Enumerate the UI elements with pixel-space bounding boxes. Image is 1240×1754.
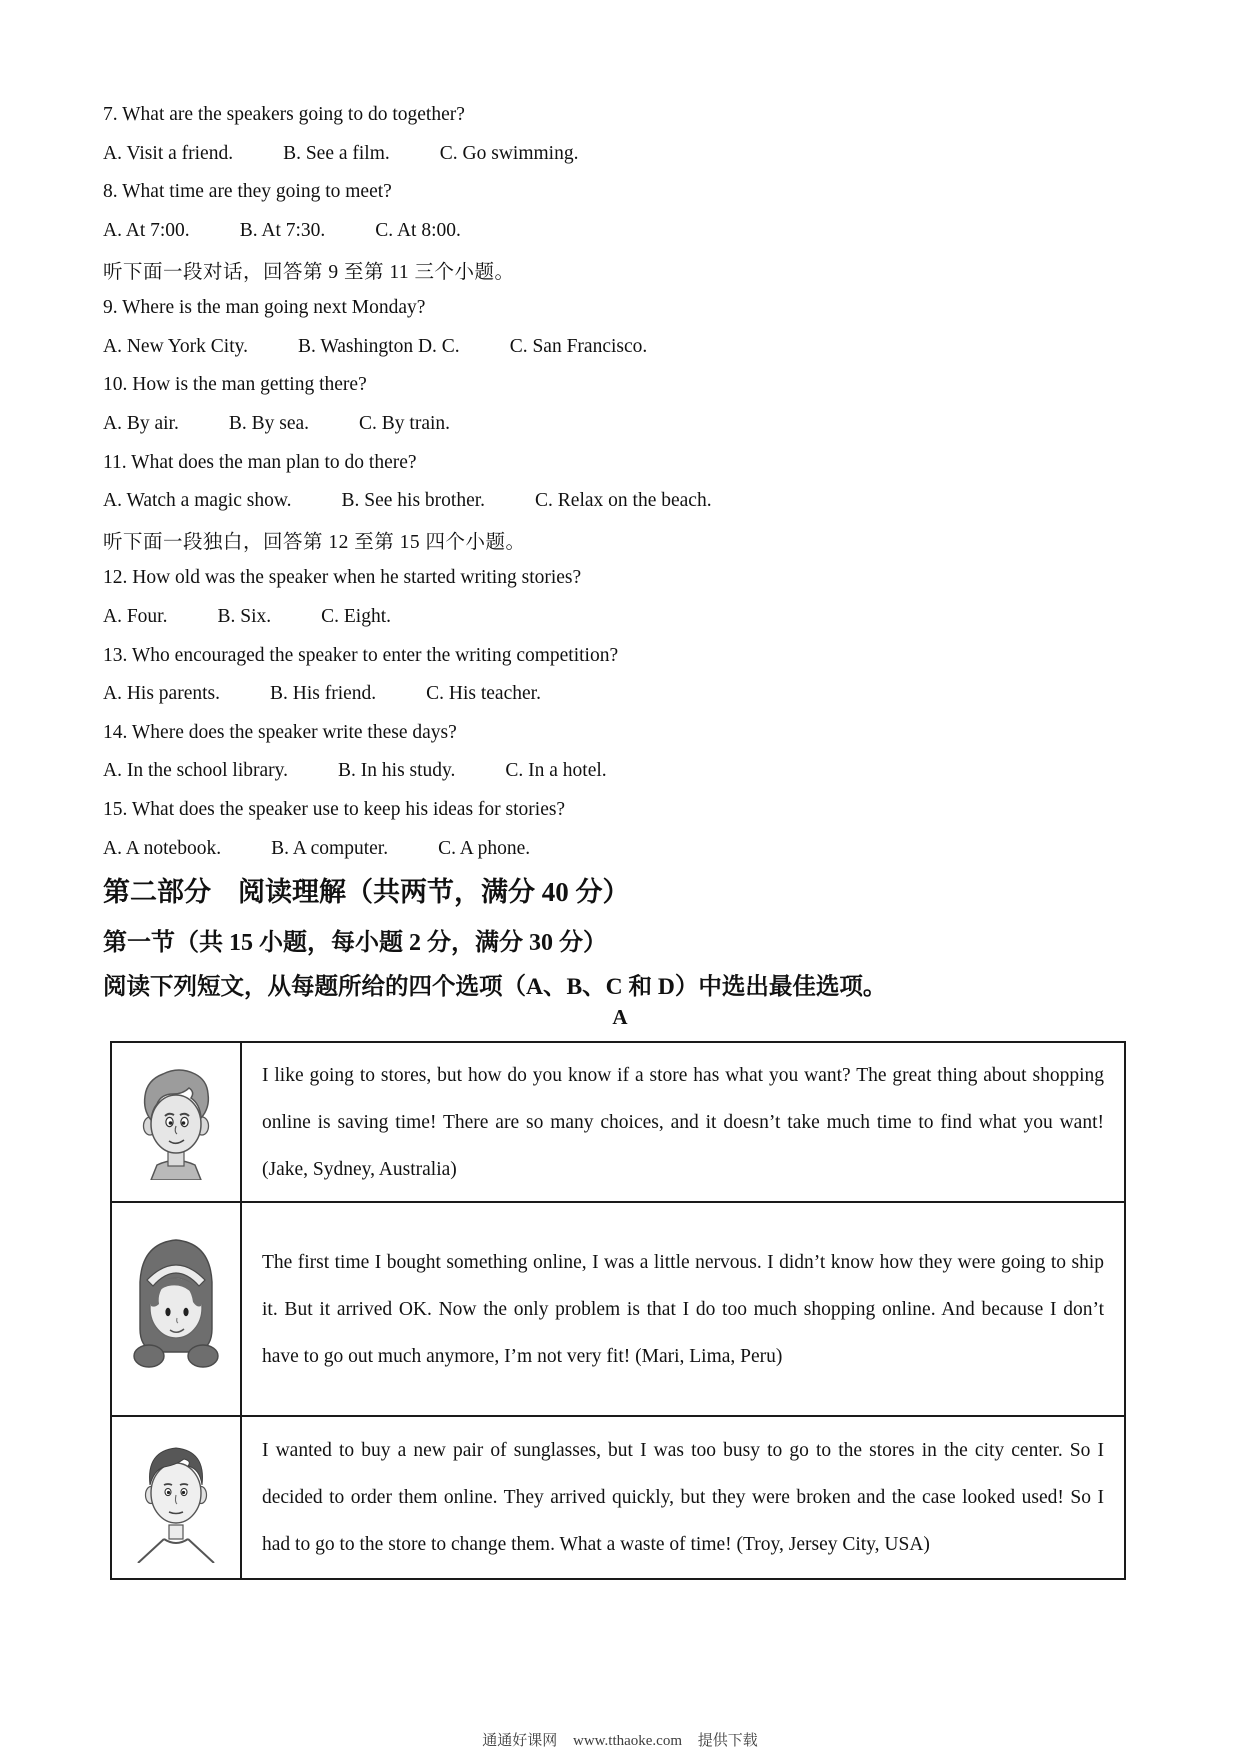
table-row <box>111 1042 1125 1202</box>
instruction-monologue-12-15 <box>103 521 1163 560</box>
avatar-cell-mari <box>111 1202 241 1416</box>
option-b: B. See his brother. <box>341 490 486 512</box>
question-text: 12. How old was the speaker when he started writing stories? <box>103 567 582 589</box>
reading-directions: 阅读下列短文，从每题所给的四个选项（A、B、C 和 D）中选出最佳选项。 <box>103 974 887 1000</box>
options-9 <box>103 328 1163 367</box>
question-13 <box>103 636 1163 675</box>
section1-header: 第一节（共 15 小题，每小题 2 分，满分 30 分） <box>103 930 607 956</box>
passage-table <box>110 1041 1126 1580</box>
option-a: A. His parents. <box>103 683 220 705</box>
option-a: A. Visit a friend. <box>103 142 234 164</box>
option-c: C. At 8:00. <box>375 220 461 242</box>
option-c: C. Go swimming. <box>439 142 579 164</box>
options-12 <box>103 598 1163 637</box>
part2-header: 第二部分 阅读理解（共两节，满分 40 分） <box>103 877 630 907</box>
question-text: 13. Who encouraged the speaker to enter the writing competition? <box>103 644 619 666</box>
question-8 <box>103 173 1163 212</box>
question-12 <box>103 559 1163 598</box>
passage-text-troy: I wanted to buy a new pair of sunglasses, but I was too busy to go to the stores in the city center. So I decided to order them online. They arrived quickly, but they were broken and the case looked used! So I had to go to the store to change them. What a waste of time! (Troy, Jersey City, USA) <box>241 1416 1125 1579</box>
option-a: A. In the school library. <box>103 760 289 782</box>
page-footer <box>0 1729 1240 1750</box>
young-man-wavy-hair-avatar <box>113 1064 239 1180</box>
options-7 <box>103 135 1163 174</box>
question-text: 15. What does the speaker use to keep his ideas for stories? <box>103 798 566 820</box>
question-text: 8. What time are they going to meet? <box>103 181 392 203</box>
option-b: B. At 7:30. <box>239 220 326 242</box>
option-a: A. Four. <box>103 606 168 628</box>
young-man-short-hair-avatar <box>113 1433 239 1563</box>
passage-a-label: A <box>612 1005 628 1029</box>
options-10 <box>103 405 1163 444</box>
avatar-cell-troy <box>111 1416 241 1579</box>
option-b: B. See a film. <box>283 142 390 164</box>
option-c: C. His teacher. <box>426 683 541 705</box>
options-14 <box>103 752 1163 791</box>
option-c: C. By train. <box>359 413 451 435</box>
option-c: C. Eight. <box>321 606 392 628</box>
options-11 <box>103 482 1163 521</box>
question-text: 7. What are the speakers going to do together? <box>103 104 465 126</box>
option-c: C. A phone. <box>438 837 531 859</box>
footer-site-name: 通通好课网 <box>482 1733 558 1749</box>
question-10 <box>103 366 1163 405</box>
instruction-dialog-9-11 <box>103 250 1163 289</box>
question-14 <box>103 714 1163 753</box>
option-a: A. A notebook. <box>103 837 222 859</box>
option-b: B. His friend. <box>269 683 377 705</box>
question-9 <box>103 289 1163 328</box>
option-a: A. By air. <box>103 413 179 435</box>
option-b: B. Six. <box>217 606 272 628</box>
question-text: 10. How is the man getting there? <box>103 374 367 396</box>
option-a: A. At 7:00. <box>103 220 190 242</box>
option-b: B. Washington D. C. <box>298 335 460 357</box>
footer-site-url: www.tthaoke.com <box>573 1733 682 1749</box>
option-b: B. By sea. <box>228 413 310 435</box>
passage-text-mari: The first time I bought something online, I was a little nervous. I didn’t know how they were going to ship it. But it arrived OK. Now the only problem is that I do too much shopping online. And because I don’t have to go out much anymore, I’m not very fit! (Mari, Lima, Peru) <box>241 1202 1125 1416</box>
question-15 <box>103 791 1163 830</box>
listening-questions-section <box>103 96 1163 868</box>
question-7 <box>103 96 1163 135</box>
option-c: C. Relax on the beach. <box>535 490 712 512</box>
option-b: B. A computer. <box>271 837 389 859</box>
table-row <box>111 1416 1125 1579</box>
option-a: A. New York City. <box>103 335 249 357</box>
woman-headband-avatar <box>113 1234 239 1384</box>
instruction-text: 听下面一段对话，回答第 9 至第 11 三个小题。 <box>103 261 515 283</box>
avatar-cell-jake <box>111 1042 241 1202</box>
question-11 <box>103 443 1163 482</box>
option-c: C. San Francisco. <box>509 335 648 357</box>
question-text: 11. What does the man plan to do there? <box>103 451 417 473</box>
footer-suffix: 提供下载 <box>697 1733 758 1749</box>
option-b: B. In his study. <box>338 760 456 782</box>
option-c: C. In a hotel. <box>505 760 607 782</box>
options-13 <box>103 675 1163 714</box>
question-text: 14. Where does the speaker write these days? <box>103 721 457 743</box>
option-a: A. Watch a magic show. <box>103 490 292 512</box>
instruction-text: 听下面一段独白，回答第 12 至第 15 四个小题。 <box>103 531 526 553</box>
table-row <box>111 1202 1125 1416</box>
options-15 <box>103 829 1163 868</box>
options-8 <box>103 212 1163 251</box>
passage-text-jake: I like going to stores, but how do you know if a store has what you want? The great thing about shopping online is saving time! There are so many choices, and it doesn’t take much time to find what you want! (Jake, Sydney, Australia) <box>241 1042 1125 1202</box>
question-text: 9. Where is the man going next Monday? <box>103 297 426 319</box>
